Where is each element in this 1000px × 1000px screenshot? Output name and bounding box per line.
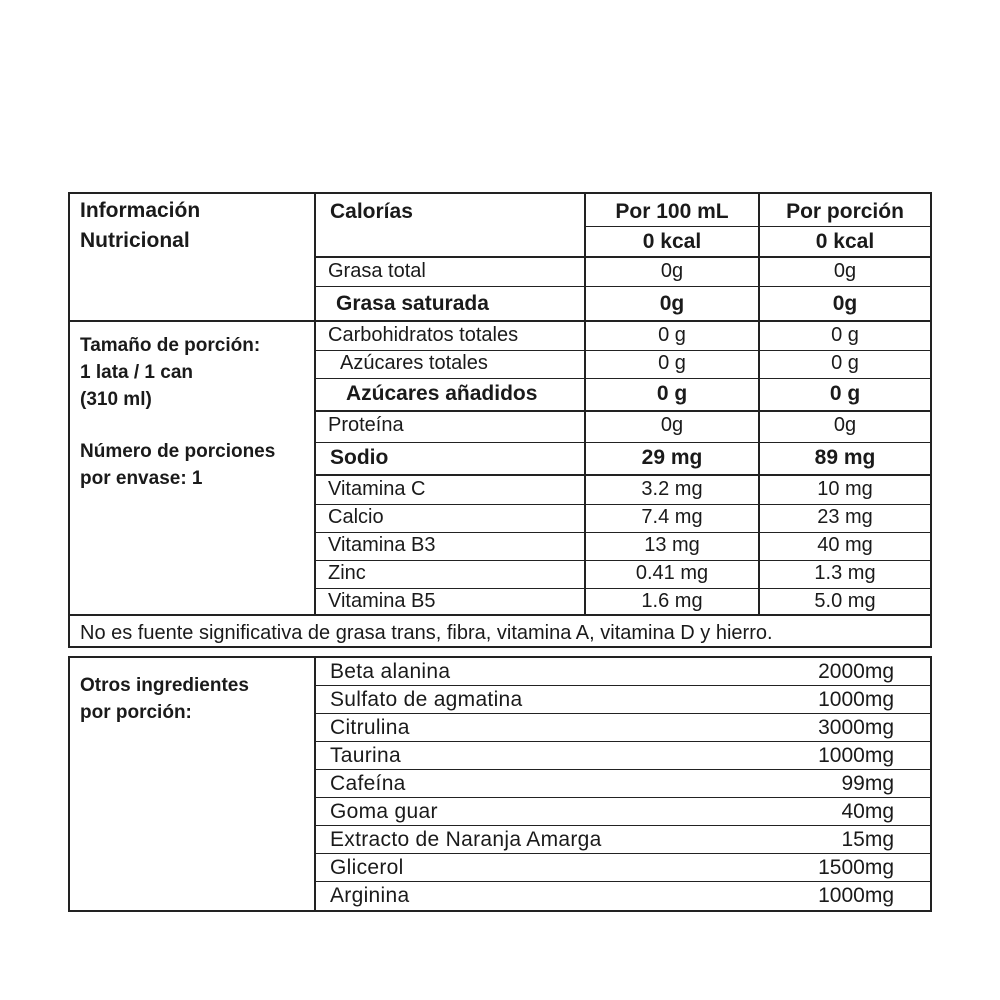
nutrition-title-line1: Información: [80, 199, 201, 222]
nutrient-value-portion: 0g: [832, 292, 858, 315]
ingredient-name: Cafeína: [330, 772, 406, 795]
nutrient-value-portion: 0 g: [829, 382, 861, 405]
ingredient-name: Arginina: [330, 884, 410, 907]
nutrient-name: Sodio: [330, 446, 389, 469]
nutrient-value-portion: 89 mg: [814, 446, 876, 469]
nutrient-value-100ml: 0 g: [658, 324, 686, 346]
nutrient-value-portion: 10 mg: [817, 478, 873, 500]
ingredient-amount: 1000mg: [818, 884, 894, 907]
ingredients-title-line2: por porción:: [80, 702, 192, 723]
ingredient-row: [316, 742, 930, 770]
ingredient-row: [316, 714, 930, 742]
nutrient-value-100ml: 7.4 mg: [641, 506, 703, 528]
nutrient-value-portion: 40 mg: [817, 534, 873, 556]
nutrient-value-portion: 0 g: [831, 352, 859, 374]
ingredient-amount: 2000mg: [818, 660, 894, 683]
nutrition-title: [80, 196, 310, 256]
nutrient-name: Grasa saturada: [336, 292, 489, 315]
nutrient-value-100ml: 0.41 mg: [635, 562, 709, 584]
ingredient-row: [316, 882, 930, 910]
kcal-portion: 0 kcal: [815, 230, 875, 253]
ingredient-name: Goma guar: [330, 800, 438, 823]
nutrient-name: Zinc: [328, 562, 366, 584]
serving-info: [80, 332, 312, 492]
serving-size-ml: (310 ml): [80, 389, 152, 410]
ingredient-amount: 40mg: [841, 800, 894, 823]
serving-size-value: 1 lata / 1 can: [80, 362, 194, 383]
nutrient-value-portion: 1.3 mg: [814, 562, 876, 584]
ingredient-name: Taurina: [330, 744, 401, 767]
nutrient-name: Carbohidratos totales: [328, 324, 519, 346]
nutrient-value-100ml: 1.6 mg: [641, 590, 703, 612]
column-header-portion: Por porción: [786, 200, 904, 223]
nutrient-value-100ml: 0g: [660, 414, 684, 436]
nutrient-name: Vitamina B3: [328, 534, 436, 556]
nutrient-name: Proteína: [328, 414, 404, 436]
nutrient-value-portion: 0 g: [831, 324, 859, 346]
nutrient-value-100ml: 3.2 mg: [641, 478, 703, 500]
nutrient-name: Calcio: [328, 506, 384, 528]
ingredient-amount: 15mg: [841, 828, 894, 851]
ingredient-row: [316, 854, 930, 882]
nutrition-facts-table: [68, 192, 932, 648]
nutrient-value-portion: 5.0 mg: [814, 590, 876, 612]
nutrient-value-portion: 0g: [833, 414, 857, 436]
nutrient-value-100ml: 0 g: [656, 382, 688, 405]
nutrient-name: Grasa total: [328, 260, 426, 282]
column-header-100ml: Por 100 mL: [615, 200, 729, 223]
ingredient-amount: 3000mg: [818, 716, 894, 739]
nutrient-value-100ml: 13 mg: [644, 534, 700, 556]
other-ingredients-table: [68, 656, 932, 912]
nutrient-value-portion: 0g: [833, 260, 857, 282]
nutrient-name: Vitamina C: [328, 478, 426, 500]
ingredient-name: Citrulina: [330, 716, 410, 739]
ingredient-row: [316, 770, 930, 798]
ingredient-row: [316, 686, 930, 714]
ingredient-row: [316, 798, 930, 826]
ingredient-name: Sulfato de agmatina: [330, 688, 523, 711]
nutrient-name: Azúcares añadidos: [346, 382, 538, 405]
nutrient-value-100ml: 0 g: [658, 352, 686, 374]
ingredient-amount: 1000mg: [818, 688, 894, 711]
nutrient-name: Vitamina B5: [328, 590, 436, 612]
nutrient-value-portion: 23 mg: [817, 506, 873, 528]
calories-label: Calorías: [330, 200, 413, 223]
ingredient-row: [316, 658, 930, 686]
ingredients-title: [80, 672, 249, 726]
ingredient-amount: 1500mg: [818, 856, 894, 879]
kcal-100ml: 0 kcal: [642, 230, 702, 253]
ingredient-amount: 1000mg: [818, 744, 894, 767]
nutrition-footnote: No es fuente significativa de grasa trans, fibra, vitamina A, vitamina D y hierro.: [80, 622, 773, 644]
ingredients-title-line1: Otros ingredientes: [80, 675, 249, 696]
servings-per-container-value: por envase: 1: [80, 468, 203, 489]
ingredient-name: Beta alanina: [330, 660, 451, 683]
ingredient-name: Extracto de Naranja Amarga: [330, 828, 602, 851]
serving-size-label: Tamaño de porción:: [80, 335, 261, 356]
servings-per-container-label: Número de porciones: [80, 441, 276, 462]
ingredient-amount: 99mg: [841, 772, 894, 795]
ingredient-row: [316, 826, 930, 854]
nutrient-name: Azúcares totales: [340, 352, 488, 374]
nutrient-value-100ml: 0g: [660, 260, 684, 282]
nutrient-value-100ml: 0g: [659, 292, 685, 315]
ingredient-name: Glicerol: [330, 856, 404, 879]
nutrient-value-100ml: 29 mg: [641, 446, 703, 469]
nutrition-title-line2: Nutricional: [80, 229, 190, 252]
